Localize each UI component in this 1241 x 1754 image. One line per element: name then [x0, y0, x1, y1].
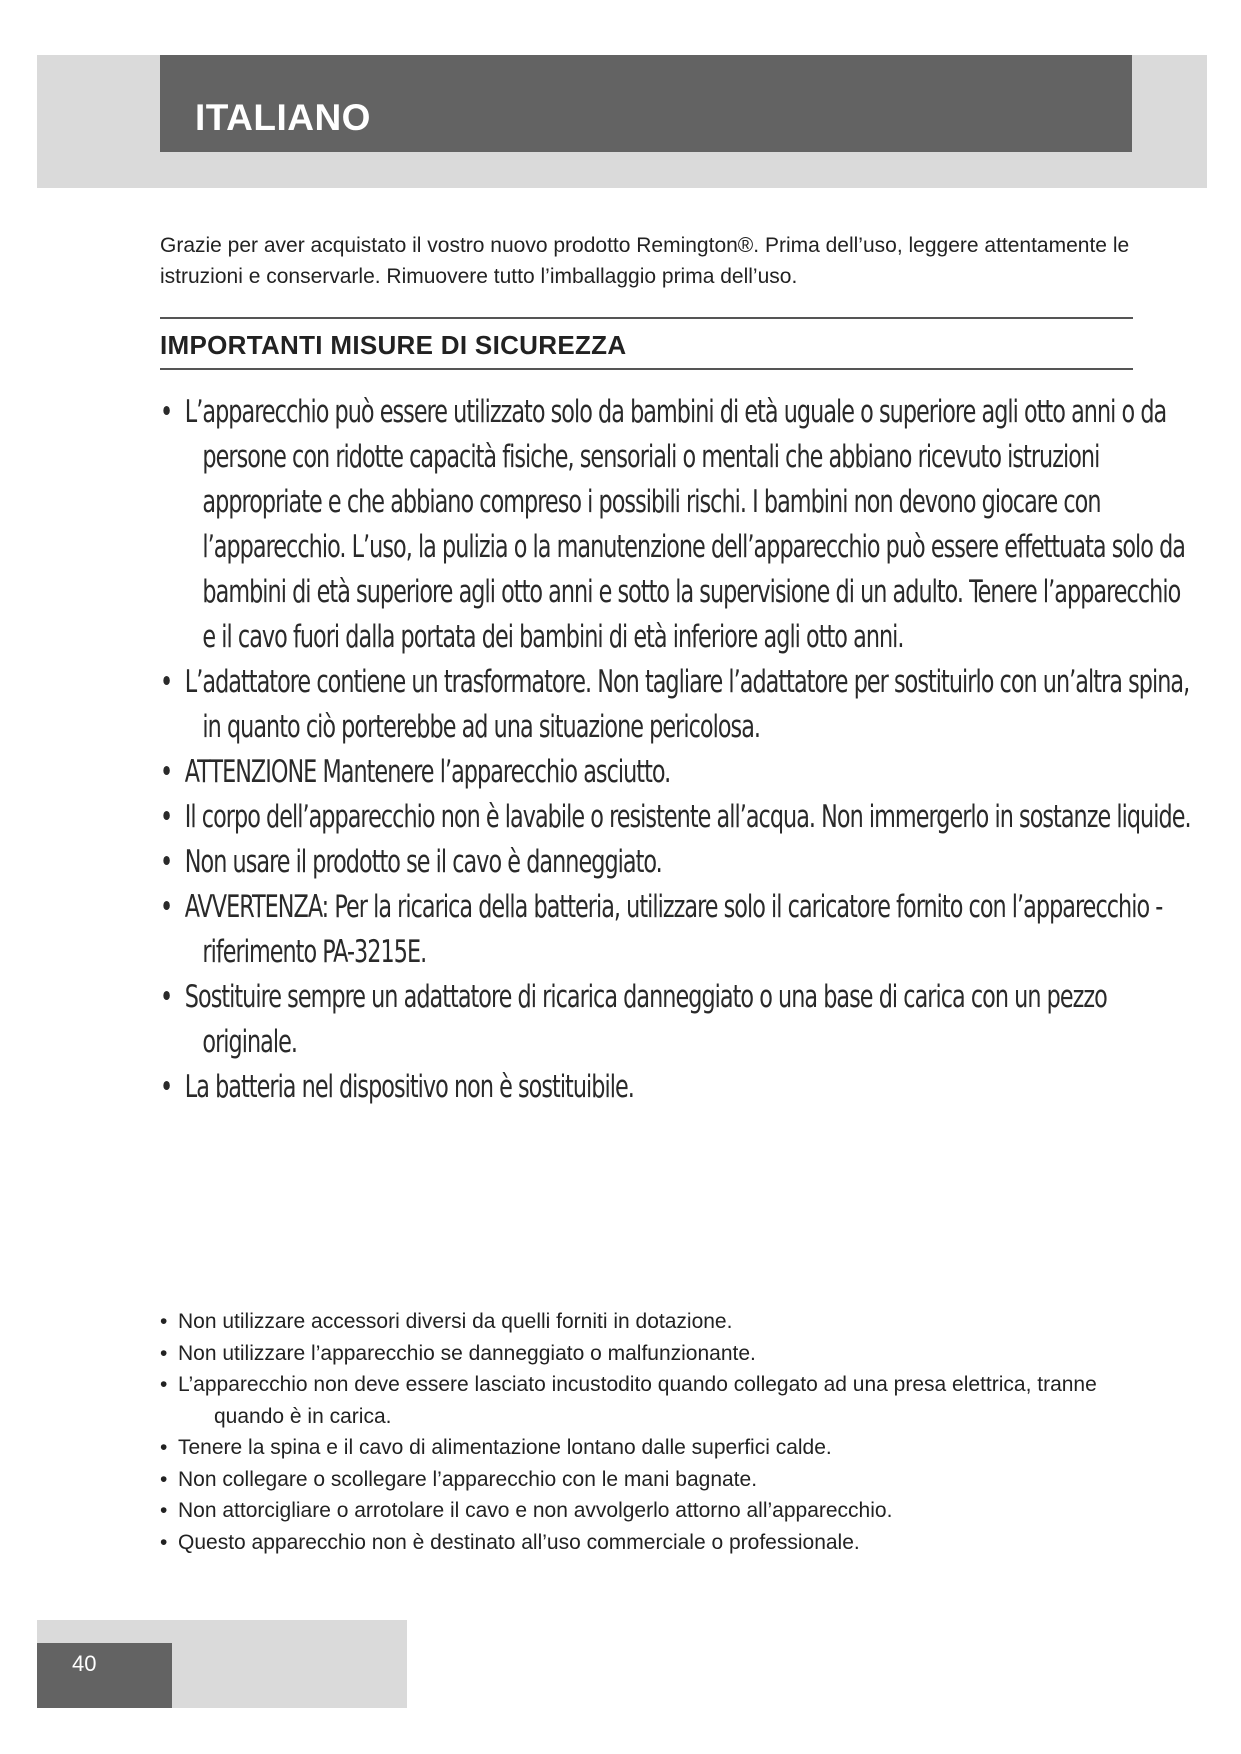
- list-item-text: Non usare il prodotto se il cavo è danneggiato.: [184, 844, 662, 880]
- list-item-text: Il corpo dell’apparecchio non è lavabile o resistente all’acqua. Non immergerlo in sostanze liquide.: [184, 799, 1191, 835]
- list-item-text: Non collegare o scollegare l’apparecchio con le mani bagnate.: [178, 1467, 758, 1491]
- list-item-text: Non attorcigliare o arrotolare il cavo e non avvolgerlo attorno all’apparecchio.: [178, 1499, 893, 1522]
- intro-paragraph: Grazie per aver acquistato il vostro nuovo prodotto Remington®. Prima dell’uso, leggere attentamente le istruzioni e conservarle. Rimuovere tutto l’imballaggio prima dell’uso.: [160, 234, 1130, 288]
- bullet-icon: •: [160, 754, 173, 790]
- bullet-icon: •: [160, 1467, 168, 1491]
- list-item-text: Non utilizzare accessori diversi da quelli forniti in dotazione.: [178, 1310, 733, 1333]
- list-item: [160, 750, 1194, 795]
- bullet-icon: •: [160, 844, 173, 880]
- list-item: [160, 1065, 1194, 1110]
- bullet-icon: •: [160, 394, 173, 430]
- bullet-icon: •: [160, 1310, 168, 1333]
- list-item-text: ATTENZIONE Mantenere l’apparecchio asciutto.: [184, 754, 671, 790]
- bullet-icon: •: [160, 1373, 168, 1396]
- list-item: [160, 885, 1194, 975]
- list-item-text: L’adattatore contiene un trasformatore. Non tagliare l’adattatore per sostituirlo con un’altra spina, in quanto ciò porterebbe ad una situazione pericolosa.: [184, 664, 1190, 745]
- bullet-icon: •: [160, 889, 173, 925]
- page-number-box: [37, 1643, 172, 1708]
- list-item: [160, 795, 1194, 840]
- bullet-icon: •: [160, 664, 173, 700]
- bullet-icon: •: [160, 979, 173, 1015]
- list-item: [160, 1306, 1160, 1338]
- list-item: [160, 1432, 1160, 1464]
- section-divider-top: [160, 317, 1133, 319]
- list-item: [160, 660, 1194, 750]
- list-item-text: L’apparecchio può essere utilizzato solo da bambini di età uguale o superiore agli otto anni o da persone con ridotte capacità fisiche, sensoriali o mentali che abbiano ricevuto istruzioni appropriate e che abbiano compreso i possibili rischi. I bambini non devono giocare con l’apparecchio. L’uso, la pulizia o la manutenzione dell’apparecchio può essere effettuata solo da bambini di età superiore agli otto anni e sotto la supervisione di un adulto. Tenere l’apparecchio e il cavo fuori dalla portata dei bambini di età inferiore agli otto anni.: [184, 394, 1186, 655]
- bullet-icon: •: [160, 1499, 168, 1522]
- bullet-icon: •: [160, 1436, 168, 1459]
- safety-list-small: [160, 1306, 1160, 1558]
- list-item-text: La batteria nel dispositivo non è sostituibile.: [184, 1069, 634, 1105]
- bullet-icon: •: [160, 1530, 168, 1554]
- language-title: ITALIANO: [195, 97, 371, 138]
- list-item: [160, 1369, 1160, 1432]
- list-item: [160, 1495, 1160, 1527]
- list-item: [160, 1464, 1160, 1496]
- list-item-text: Questo apparecchio non è destinato all’uso commerciale o professionale.: [178, 1530, 860, 1554]
- section-title: IMPORTANTI MISURE DI SICUREZZA: [160, 330, 627, 360]
- list-item-text: L’apparecchio non deve essere lasciato incustodito quando collegato ad una presa elettrica, tranne quando è in carica.: [178, 1373, 1097, 1428]
- list-item-text: Sostituire sempre un adattatore di ricarica danneggiato o una base di carica con un pezzo originale.: [184, 979, 1107, 1060]
- list-item: [160, 840, 1194, 885]
- list-item-text: AVVERTENZA: Per la ricarica della batteria, utilizzare solo il caricatore fornito con l’apparecchio - riferimento PA-3215E.: [184, 889, 1163, 970]
- list-item-text: Tenere la spina e il cavo di alimentazione lontano dalle superfici calde.: [178, 1436, 832, 1459]
- list-item: [160, 1527, 1160, 1559]
- list-item: [160, 1338, 1160, 1370]
- list-item: [160, 975, 1194, 1065]
- bullet-icon: •: [160, 1341, 168, 1365]
- bullet-icon: •: [160, 799, 173, 835]
- page-number: 40: [72, 1651, 97, 1676]
- list-item: [160, 390, 1194, 660]
- bullet-icon: •: [160, 1069, 173, 1105]
- safety-list-large: [160, 390, 1191, 1110]
- list-item-text: Non utilizzare l’apparecchio se danneggiato o malfunzionante.: [178, 1341, 756, 1365]
- section-divider-bottom: [160, 368, 1133, 370]
